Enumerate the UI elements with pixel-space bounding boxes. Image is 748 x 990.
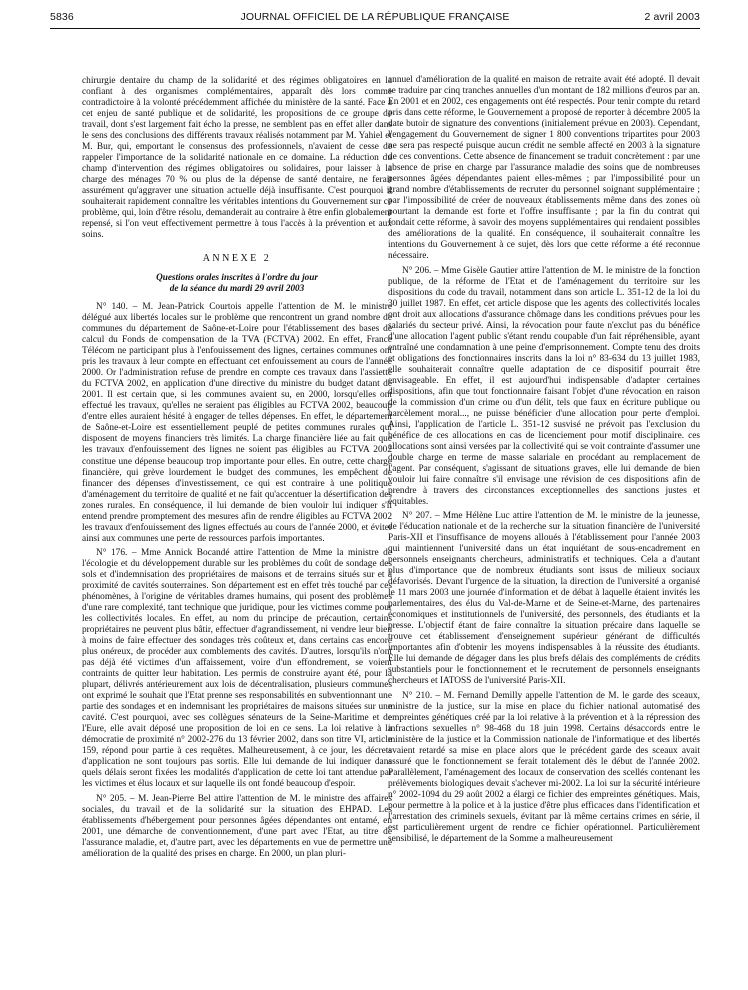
- header-rule: [50, 28, 700, 29]
- page-number: 5836: [50, 11, 74, 23]
- right-column: [388, 75, 700, 985]
- question-206: N° 206. – Mme Gisèle Gautier attire l'attention de M. le ministre de la fonction publique, de la réforme de l'Etat et de l'aménagement du territoire sur les dispositions du code du travail, notamment dans son article L. 351-12 de la loi du 30 juillet 1987. En effet, cet article dispose que les agents des collectivités locales ont droit aux allocations d'assurance chômage dans les conditions prévues pour les salariés du secteur privé. Ainsi, la révocation pour faute n'exclut pas du bénéfice d'une allocation l'agent public s'étant rendu coupable d'un fait répréhensible, ayant entraîné une condamnation à une peine d'emprisonnement. Compte tenu des droits et obligations des fonctionnaires inscrits dans la loi n° 83-634 du 13 juillet 1983, elle souhaiterait connaître quelle adaptation de ce dispositif pourrait être envisageable. En effet, il est aujourd'hui indispensable d'adapter certaines dispositions, afin que tout fonctionnaire faisant l'objet d'une révocation en raison de la commission d'un crime ou d'un délit, tels que faux en écriture publique ou harcèlement moral..., ne puisse bénéficier d'une allocation pour perte d'emploi. Ainsi, l'application de l'article L. 351-12 susvisé ne prévoit pas l'exclusion du bénéfice de ces allocations en cas de licenciement pour motif disciplinaire. ces allocations sont ainsi versées par la collectivité qui se voit contrainte d'assumer une double charge en terme de masse salariale en procédant au remplacement de l'agent. Par conséquent, s'agissant de situations graves, elle lui demande de bien vouloir lui faire connaître s'il envisage une révision de ces dispositions afin de prendre à travers des circonstances exceptionnelles des sanctions justes et équitables.: [388, 265, 700, 507]
- question-210: N° 210. – M. Fernand Demilly appelle l'attention de M. le garde des sceaux, ministre de la justice, sur la mise en place du fichier national automatisé des empreintes génétiques créé par la loi relative à la prévention et à la répression des infractions sexuelles n° 98-468 du 18 juin 1998. Certains désaccords entre le ministère de la justice et la Commission nationale de l'informatique et des libertés avaient retardé sa mise en place alors que le précédent garde des sceaux avait assuré que le fonctionnement se ferait totalement dès le début de l'année 2002. Parallèlement, l'aménagement des locaux de conservation des scellés contenant les prélèvements biologiques devait s'achever mi-2002. La loi sur la sécurité intérieure n° 2002-1094 du 29 août 2002 a élargi ce fichier des empreintes génétiques. Mais, pour permettre à la police et à la justice d'être plus efficaces dans l'identification et l'arrestation des criminels sexuels, évitant par là même certains crimes en série, il est particulièrement urgent de rendre ce fichier opérationnel. Particulièrement sensibilisé, le département de la Somme a malheureusement: [388, 690, 700, 844]
- question-176: N° 176. – Mme Annick Bocandé attire l'attention de Mme la ministre de l'écologie et du développement durable sur les problèmes du coût de sondage des sols et d'indemnisation des propriétaires de maisons et de terrains situés sur et à proximité de cavités souterraines. Son département est en effet très touché par ces phénomènes, à l'origine de véritables drames humains, qui posent des problèmes d'une rare complexité, tant technique que juridique, pour les victimes comme pour les collectivités locales. En effet, au nom du principe de précaution, certains propriétaires ne peuvent plus bâtir, effectuer d'agrandissement, ni vendre leur bien à moins de faire effectuer des sondages très coûteux et, dans certains cas encore plus onéreux, de procéder aux comblements des cavités. D'autres, lorsqu'ils n'ont pas déjà été victimes d'un affaissement, voire d'un effondrement, se voient contraints de quitter leur habitation. Les permis de construire ayant été, pour la plupart, délivrés antérieurement aux lois de décentralisation, plusieurs communes ont exprimé le souhait que l'Etat prenne ses responsabilités en subventionnant une partie des sondages et en indemnisant les propriétaires de maisons situées sur une cavité. C'est pourquoi, avec ses collègues sénateurs de la Seine-Maritime et de l'Eure, elle avait déposé une proposition de loi en ce sens. La loi relative à la démocratie de proximité n° 2002-276 du 13 février 2002, dans son titre VI, article 159, répond pour partie à ces requêtes. Malheureusement, à ce jour, les décrets d'application ne sont toujours pas sortis. Elle lui demande de lui indiquer dans quels délais seront fixées les modalités d'application de cette loi tant attendue par les victimes et élus locaux et sur laquelle ils ont fondé beaucoup d'espoir.: [82, 547, 392, 790]
- left-column: [82, 76, 392, 986]
- question-140: N° 140. – M. Jean-Patrick Courtois appelle l'attention de M. le ministre délégué aux libertés locales sur le problème que rencontrent un grand nombre de communes du département de Saône-et-Loire pour l'établissement des bases de calcul du Fonds de compensation de la TVA (FCTVA) 2002. En effet, France Télécom ne participant plus à l'enfouissement des lignes, certaines communes ont pris les travaux à leur compte en effectuant cet enfouissement au cours de l'année 2000. Or l'administration refuse de prendre en compte ces travaux dans l'assiette du FCTVA 2002, en application d'une directive du ministre du budget datant de 2001. Il est certain que, si les communes avaient su, en 2000, lorsqu'elles ont effectué les travaux, qu'elles ne seraient pas éligibles au FCTVA 2002, beaucoup d'entre elles auraient hésité à engager de telles dépenses. En effet, le département de Saône-et-Loire est essentiellement peuplé de petites communes rurales qui disposent de moyens financiers très limités. La charge financière liée au fait que les travaux d'enfouissement des lignes ne soient pas éligibles au FCTVA 2002 constitue une dépense beaucoup trop importante pour elles. En outre, cette charge financière, qui grève lourdement le budget des communes, les empêchent de financer des dépenses d'investissement, ce qui est contraire à une politique d'aménagement du territoire de qualité et ne fait qu'accentuer la désertification des zones rurales. En conséquence, il lui demande de bien vouloir lui indiquer s'il entend prendre promptement des mesures afin de rendre éligibles au FCTVA 2002 les travaux d'enfouissement des lignes effectués au cours de l'année 2000, et éviter ainsi aux communes une perte de ressources parfois importantes.: [82, 302, 392, 544]
- question-207: N° 207. – Mme Hélène Luc attire l'attention de M. le ministre de la jeunesse, de l'éducation nationale et de la recherche sur la situation financière de l'université Paris-XII et l'insuffisance de moyens alloués à l'établissement pour l'année 2003 qui maintiennent l'université dans un état inquiétant de sous-encadrement en personnels enseignants chercheurs, administratifs et techniques. Cela a d'autant plus d'importance que de nombreux étudiants sont issus de milieux sociaux défavorisés. Devant l'urgence de la situation, la direction de l'université a organisé le 11 mars 2003 une journée d'information et de débat à laquelle étaient invités les parlementaires, des élus du Val-de-Marne et de Seine-et-Marne, des partenaires économiques et institutionnels de l'université, des personnels, des étudiants et la presse. L'objectif étant de faire connaître la situation précaire dans laquelle se trouve cet établissement d'enseignement supérieur générant de difficultés importantes afin d'obtenir les moyens indispensables à la réussite des étudiants. Elle lui demande de dégager dans les plus brefs délais des compléments de crédits substantiels pour le fonctionnement et le recrutement de personnels enseignants chercheurs et IATOSS de l'université Paris-XII.: [388, 511, 700, 687]
- question-205-continued: annuel d'amélioration de la qualité en maison de retraite avait été adopté. Il devait se traduire par cinq tranches annuelles d'un montant de 182 millions d'euros par an. En 2001 et en 2002, ces engagements ont été respectés. Pour tenir compte du retard pris dans cette réforme, le Gouvernement a proposé de reporter à décembre 2005 la date butoir de signature des conventions (initialement prévue en 2003). Cependant, l'engagement du Gouvernement de signer 1 800 conventions tripartites pour 2003 ne sera pas respecté puisque aucun crédit ne semble affecté en 2003 à la signature de ces conventions. Cette absence de financement se traduit concrètement : par une absence de prise en charge par l'assurance maladie des soins que de nombreuses personnes âgées dépendantes paient elles-mêmes ; par l'impossibilité pour un grand nombre d'établissements de recruter du personnel soignant supplémentaire ; par l'impossibilité de créer de nouveaux établissements même dans des zones où pourtant la demande est forte et l'offre insuffisante ; par la fin du contrat qui fondait cette réforme, à savoir des moyens supplémentaires qui rendaient possibles des améliorations de la qualité. En conséquence, il souhaiterait connaître les intentions du Gouvernement à ce sujet, dès lors que cette réforme a été reconnue nécessaire.: [388, 75, 700, 262]
- questions-subtitle: de la séance du mardi 29 avril 2003: [169, 283, 305, 294]
- questions-title: Questions orales inscrites à l'ordre du jour: [156, 272, 318, 283]
- question-205: N° 205. – M. Jean-Pierre Bel attire l'attention de M. le ministre des affaires sociales, du travail et de la solidarité sur la situation des EHPAD. Les établissements d'hébergement pour personnes âgées dépendantes ont entamé, en 2001, une démarche de conventionnement, d'une part avec l'Etat, au titre de l'assurance maladie, et, d'autre part, avec les départements en vue de permettre une amélioration de la qualité des prises en charge. En 2000, un plan pluri-: [82, 793, 392, 859]
- issue-date: 2 avril 2003: [644, 11, 700, 23]
- annexe-heading: ANNEXE 2: [202, 253, 272, 265]
- intro-paragraph: chirurgie dentaire du champ de la solidarité et des régimes obligatoires en la confiant à des organismes complémentaires, apparaît dès lors comme contradictoire à la volonté précédemment affichée du ministère de la santé. Face à cet enjeu de santé publique et de solidarité, les propositions de ce groupe de travail, dont s'est largement fait écho la presse, ne semblent pas en effet aller dans le sens des conclusions des différents travaux réalisés notamment par M. Yahiel et M. Bur, qui, emportant le consensus des professionnels, n'avaient de cesse de rappeler l'importance de la solidarité nationale en ce domaine. La réduction du champ d'intervention des régimes obligatoires ou solidaires, pour laisser à la charge des ménages 70 % ou plus de la dépense de santé dentaire, ne ferait assurément qu'aggraver une situation actuelle déjà insuffisante. C'est pourquoi il souhaiterait rapidement connaître les véritables intentions du Gouvernement sur ce problème, qui, loin d'être résolu, demanderait au contraire à être enfin globalement repensé, si l'on veut effectivement permettre à tous l'accès à la prévention et aux soins.: [82, 76, 392, 241]
- journal-title: JOURNAL OFFICIEL DE LA RÉPUBLIQUE FRANÇAISE: [240, 11, 510, 23]
- page-header: [50, 9, 700, 25]
